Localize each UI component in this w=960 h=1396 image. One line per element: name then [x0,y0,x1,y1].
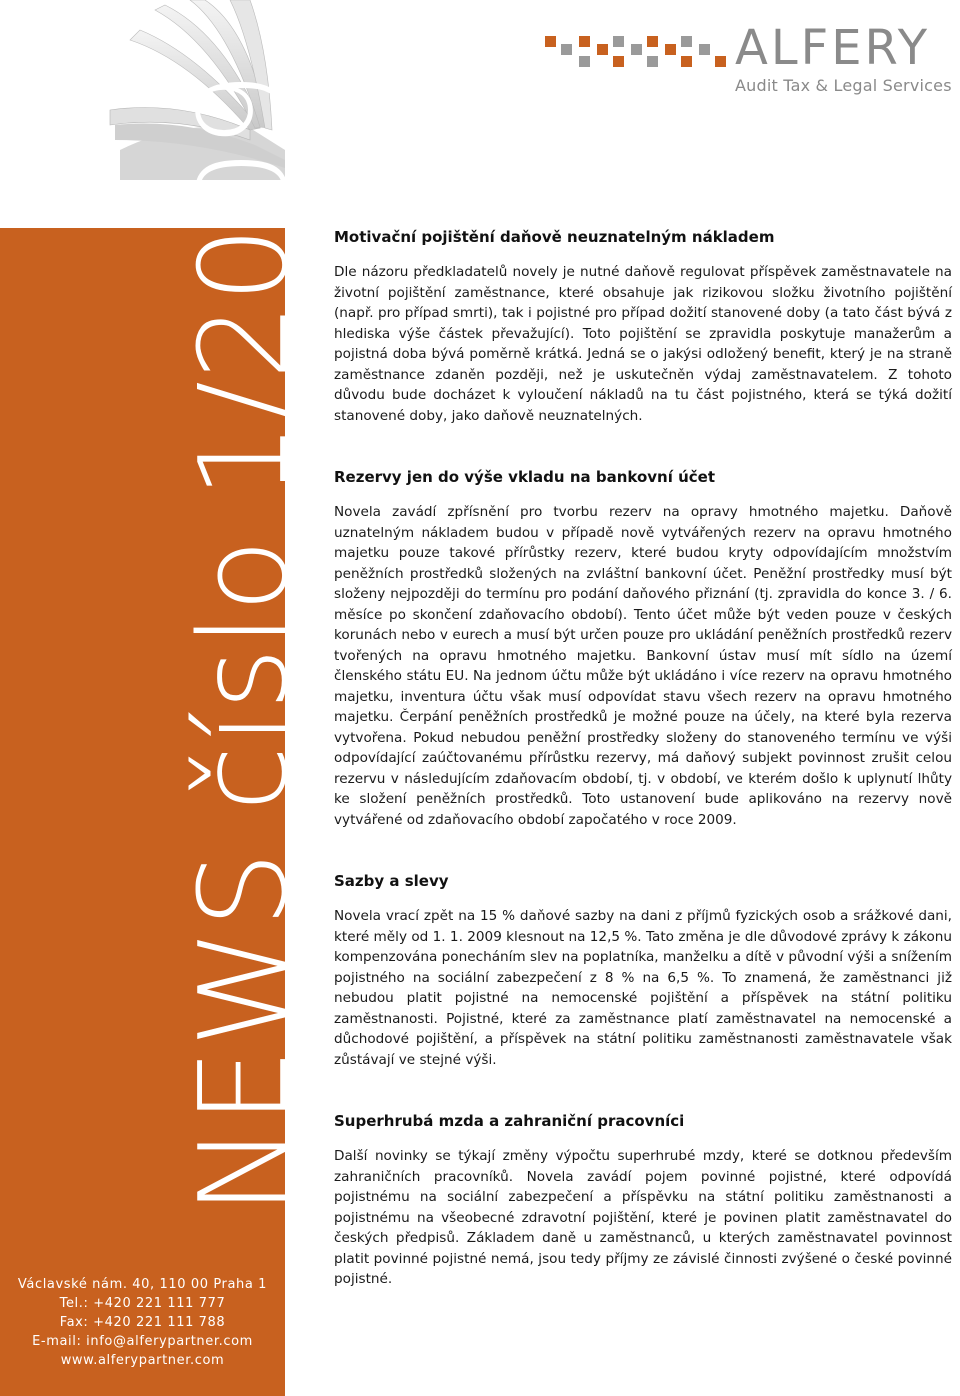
fax: Fax: +420 221 111 788 [59,1315,226,1330]
phone: Tel.: +420 221 111 777 [59,1296,226,1311]
section-heading: Motivační pojištění daňově neuznatelným nákladem [334,228,775,246]
article-section [334,872,952,1070]
section-heading: Sazby a slevy [334,872,449,890]
main-content [334,228,952,1332]
newsletter-title: NEWS číslo 1/2009 [175,70,314,1215]
article-section [334,1112,952,1290]
article-section [334,468,952,830]
section-heading: Superhrubá mzda a zahraniční pracovníci [334,1112,685,1130]
contact-info [0,1275,285,1370]
brand-tagline: Audit Tax & Legal Services [735,76,952,95]
section-body: Novela zavádí zpřísnění pro tvorbu rezerv na opravy hmotného majetku. Daňově uznatelným nákladem budou v případě nově vytvářených rezerv na opravu hmotného majetku pouze takové přírůstky rezerv, které budou kryty odpovídajícím množstvím peněžních prostředků složených na zvláštní bankovní účet. Peněžní prostředky musí být složeny nejpozději do termínu pro podání daňového přiznání (tj. zpravidla do konce 3. / 6. měsíce po skončení zdaňovacího období). Tento účet může být veden pouze v českých korunách nebo v eurech a musí být určen pouze pro ukládání peněžních prostředků rezerv tvořených na opravu hmotného majetku. Bankovní ústav musí mít sídlo na území členského státu EU. Na jednom účtu může být ukládáno i více rezerv na opravu hmotného majetku, inventura účtu však musí odpovídat stavu všech rezerv na opravu hmotného majetku. Čerpání peněžních prostředků je možné pouze na účely, na které byla rezerva vytvořena. Pokud nebudou peněžní prostředky složeny do stanoveného termínu ve výši odpovídající zaúčtovanému přírůstku rezervy, má daňový subjekt povinnost zrušit celou rezervu v následujícím zdaňovacím období, tj. v období, ve kterém došlo k uplynutí lhůty ke složení peněžních prostředků. Toto ustanovení bude aplikováno na rezervy nově vytvářené od zdaňovacího období započatého v roce 2009. [334,504,952,828]
brand-name: ALFERY [735,20,931,76]
address: Václavské nám. 40, 110 00 Praha 1 [17,1277,268,1292]
section-body: Dle názoru předkladatelů novely je nutné daňově regulovat příspěvek zaměstnavatele na životní pojištění zaměstnance, které obsahuje jak rizikovou složku životního pojištění (např. pro případ smrti), tak i pojistné pro případ dožití stanovené doby (a tato část bývá z hlediska výše částek převažující). Toto pojištění se zpravidla poskytuje manažerům a pojistná doba bývá poměrně krátká. Jedná se o jakýsi odložený benefit, který je na straně zaměstnance zdaněn později, než je uskutečněn výdaj zaměstnavatelem. Z tohoto důvodu bude docházet k vyloučení nákladů na tu část pojistného, která se týká dožití stanovené doby, jako daňově neuznatelných. [334,264,952,424]
website-link[interactable]: www.alferypartner.com [60,1353,225,1368]
email-link[interactable]: E-mail: info@alferypartner.com [32,1334,253,1349]
article-section [334,228,952,426]
company-logo [545,20,960,110]
section-body: Novela vrací zpět na 15 % daňové sazby na dani z příjmů fyzických osob a srážkové dani, které měly od 1. 1. 2009 klesnout na 12,5 %. Tato změna je dle důvodové zprávy k zákonu kompenzována ponecháním slev na poplatníka, manželku a dítě v původní výši a snížením pojistného na sociální zabezpečení z 8 % na 6,5 %. To znamená, že zaměstnanci již nebudou platit pojistné na nemocenské pojištění a příspěvek na státní politiku zaměstnanosti. Pojistné, které za zaměstnance platí zaměstnavatel na nemocenské a důchodové pojištění, a příspěvek na státní politiku zaměstnanosti zaměstnavatele však zůstávají ve stejné výši. [334,908,952,1068]
section-heading: Rezervy jen do výše vkladu na bankovní účet [334,468,715,486]
section-body: Další novinky se týkají změny výpočtu superhrubé mzdy, které se dotknou především zahraničních pracovníků. Novela zavádí pojem povinné pojistné, které odpovídá pojistnému na sociální zabezpečení a příspěvku na státní politiku zaměstnanosti a pojistnému na všeobecné zdravotní pojištění, které je povinen platit zaměstnavatel do českých předpisů. Základem daně u zaměstnanců, u kterých zaměstnavatel povinnost platit povinné pojistné nemá, jsou tedy příjmy ze závislé činnosti zvýšené o české povinné pojistné. [334,1148,952,1287]
